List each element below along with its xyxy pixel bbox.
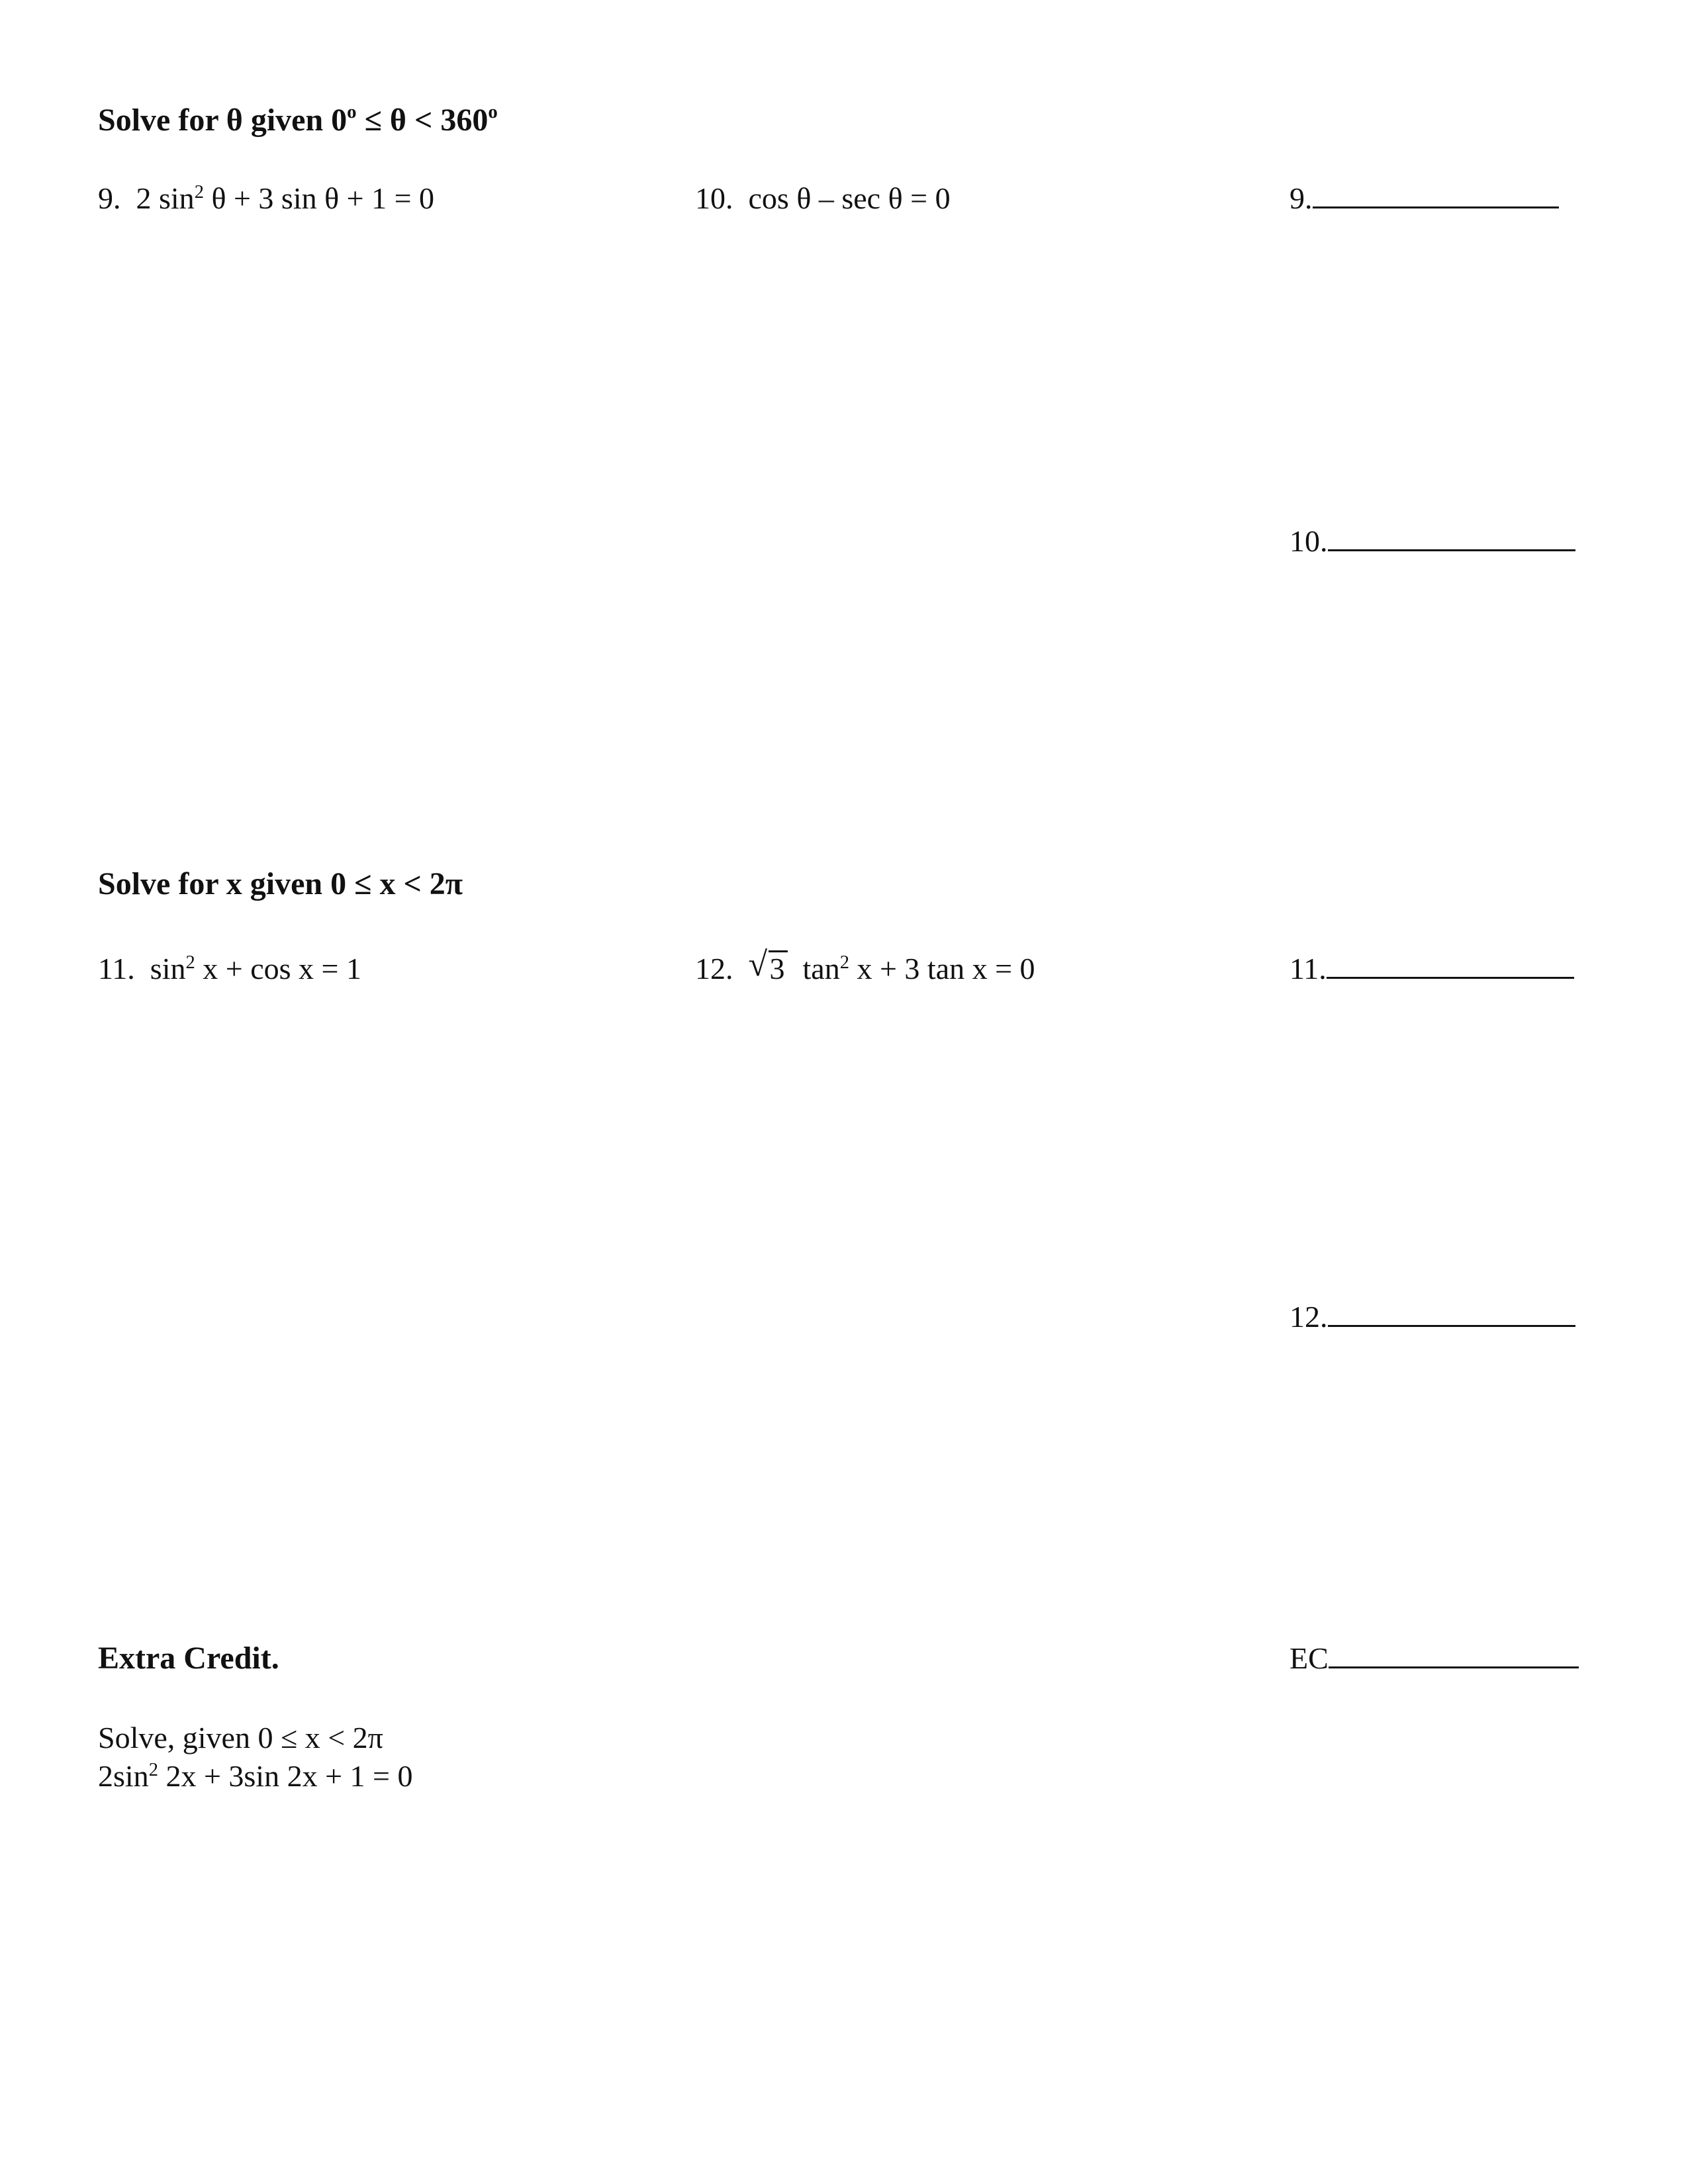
square-root [748,946,788,987]
extra-credit-equation [98,1758,412,1799]
problem-11 [98,950,361,992]
answer-label: 10. [1289,524,1328,558]
problem-number: 9. [98,181,121,215]
heading-text-mid: ≤ θ < 360 [356,103,489,138]
answer-line-9 [1289,180,1559,217]
equation-part: x + cos x = 1 [195,952,361,985]
problem-12 [695,946,1035,992]
answer-blank[interactable] [1327,950,1574,979]
equation: cos θ – sec θ = 0 [748,181,951,215]
answer-label: EC [1289,1641,1329,1675]
equation-part: 2 sin [136,181,195,215]
problem-10 [695,180,951,217]
equation-part: sin [150,952,186,985]
answer-label: 12. [1289,1300,1328,1334]
heading-text: Solve for x given 0 ≤ x < 2π [98,866,463,901]
instruction-text: Solve, given 0 ≤ x < 2π [98,1721,383,1754]
answer-blank[interactable] [1328,523,1575,551]
exponent: 2 [148,1760,158,1781]
radical-sign: √ [748,946,768,983]
section-heading-radians [98,866,463,903]
equation-part: 2x + 3sin 2x + 1 = 0 [158,1759,413,1793]
exponent: 2 [194,182,204,203]
radicand: 3 [769,950,788,985]
answer-blank[interactable] [1328,1298,1575,1327]
heading-text: Extra Credit. [98,1641,279,1676]
degree-symbol: o [347,101,357,123]
problem-9 [98,180,434,222]
exponent: 2 [185,952,195,974]
answer-blank[interactable] [1329,1640,1579,1668]
problem-number: 12. [695,952,733,985]
answer-line-12 [1289,1298,1575,1336]
extra-credit-heading [98,1640,279,1677]
problem-number: 11. [98,952,135,985]
answer-line-10 [1289,523,1575,560]
degree-symbol: o [488,101,498,123]
answer-label: 9. [1289,181,1313,215]
equation-part: x + 3 tan x = 0 [849,952,1035,985]
equation-part: θ + 3 sin θ + 1 = 0 [203,181,435,215]
answer-blank[interactable] [1313,180,1559,208]
section-heading-degrees [98,102,498,143]
answer-label: 11. [1289,952,1327,985]
equation-part: tan [802,952,840,985]
equation-part: 2sin [98,1759,149,1793]
heading-text: Solve for θ given 0 [98,103,348,138]
extra-credit-instruction [98,1719,383,1756]
exponent: 2 [839,952,849,974]
answer-line-11 [1289,950,1574,987]
answer-line-ec [1289,1640,1579,1677]
problem-number: 10. [695,181,733,215]
